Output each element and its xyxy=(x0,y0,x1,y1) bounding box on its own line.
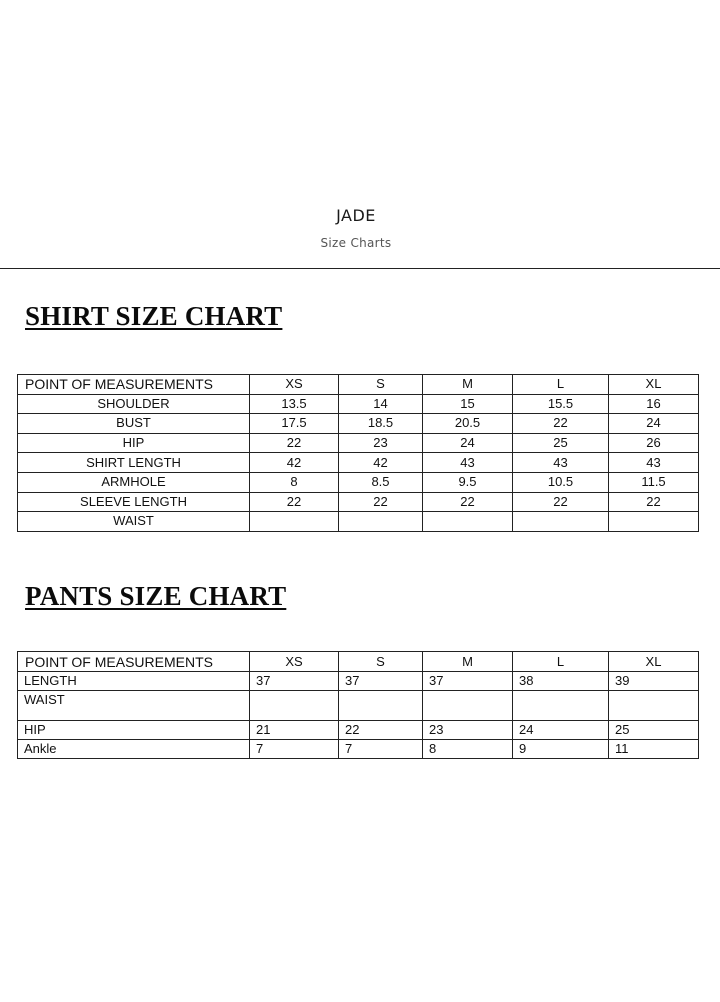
shirt-size-table xyxy=(17,374,699,532)
table-row xyxy=(18,740,699,759)
table-cell: 8 xyxy=(250,472,339,492)
table-cell xyxy=(513,691,609,721)
table-cell: 24 xyxy=(513,721,609,740)
size-column-header: XS xyxy=(250,652,339,672)
table-cell: 38 xyxy=(513,672,609,691)
table-cell: 22 xyxy=(423,492,513,512)
table-cell: 16 xyxy=(609,394,699,414)
brand-title: JADE xyxy=(336,206,376,225)
table-cell: 14 xyxy=(339,394,423,414)
size-column-header: M xyxy=(423,652,513,672)
table-row xyxy=(18,721,699,740)
table-cell xyxy=(339,512,423,532)
table-cell: 18.5 xyxy=(339,414,423,434)
table-row xyxy=(18,691,699,721)
table-cell: 9 xyxy=(513,740,609,759)
table-cell: 25 xyxy=(513,433,609,453)
measurement-label: Ankle xyxy=(18,740,250,759)
table-cell: 17.5 xyxy=(250,414,339,434)
measurement-label: SLEEVE LENGTH xyxy=(18,492,250,512)
header-divider xyxy=(0,268,720,269)
table-cell: 13.5 xyxy=(250,394,339,414)
table-cell: 22 xyxy=(513,414,609,434)
table-cell: 22 xyxy=(339,721,423,740)
table-cell: 25 xyxy=(609,721,699,740)
table-cell: 43 xyxy=(423,453,513,473)
table-cell: 8 xyxy=(423,740,513,759)
table-cell: 20.5 xyxy=(423,414,513,434)
size-column-header: XL xyxy=(609,652,699,672)
table-cell: 42 xyxy=(250,453,339,473)
measurement-label: WAIST xyxy=(18,691,250,721)
table-cell: 42 xyxy=(339,453,423,473)
table-row xyxy=(18,672,699,691)
table-row xyxy=(18,414,699,434)
table-cell: 43 xyxy=(609,453,699,473)
table-cell xyxy=(609,512,699,532)
table-cell: 9.5 xyxy=(423,472,513,492)
table-cell xyxy=(250,691,339,721)
table-cell: 11.5 xyxy=(609,472,699,492)
table-cell xyxy=(423,512,513,532)
table-header-row xyxy=(18,375,699,395)
measurement-label: HIP xyxy=(18,433,250,453)
table-cell: 23 xyxy=(339,433,423,453)
table-cell: 24 xyxy=(423,433,513,453)
table-cell: 10.5 xyxy=(513,472,609,492)
size-column-header: XS xyxy=(250,375,339,395)
table-cell: 22 xyxy=(339,492,423,512)
table-cell: 24 xyxy=(609,414,699,434)
page-subtitle: Size Charts xyxy=(320,236,392,250)
table-row xyxy=(18,492,699,512)
table-cell: 22 xyxy=(250,433,339,453)
size-column-header: XL xyxy=(609,375,699,395)
table-cell xyxy=(339,691,423,721)
shirt-chart-heading: SHIRT SIZE CHART xyxy=(25,301,283,331)
table-cell xyxy=(423,691,513,721)
table-cell: 11 xyxy=(609,740,699,759)
table-cell: 15 xyxy=(423,394,513,414)
table-row xyxy=(18,512,699,532)
measurement-column-header: POINT OF MEASUREMENTS xyxy=(18,375,250,395)
table-cell: 7 xyxy=(339,740,423,759)
measurement-label: HIP xyxy=(18,721,250,740)
table-cell xyxy=(609,691,699,721)
table-cell: 22 xyxy=(513,492,609,512)
size-column-header: M xyxy=(423,375,513,395)
measurement-label: ARMHOLE xyxy=(18,472,250,492)
table-cell: 22 xyxy=(609,492,699,512)
pants-chart-heading: PANTS SIZE CHART xyxy=(25,581,287,611)
table-cell: 37 xyxy=(339,672,423,691)
size-column-header: L xyxy=(513,375,609,395)
table-row xyxy=(18,433,699,453)
table-row xyxy=(18,472,699,492)
table-header-row xyxy=(18,652,699,672)
table-cell xyxy=(513,512,609,532)
table-cell: 15.5 xyxy=(513,394,609,414)
table-cell xyxy=(250,512,339,532)
table-cell: 26 xyxy=(609,433,699,453)
table-cell: 37 xyxy=(250,672,339,691)
measurement-label: LENGTH xyxy=(18,672,250,691)
table-cell: 7 xyxy=(250,740,339,759)
table-cell: 21 xyxy=(250,721,339,740)
table-row xyxy=(18,394,699,414)
measurement-label: BUST xyxy=(18,414,250,434)
measurement-label: WAIST xyxy=(18,512,250,532)
table-row xyxy=(18,453,699,473)
size-column-header: S xyxy=(339,652,423,672)
size-column-header: L xyxy=(513,652,609,672)
table-cell: 22 xyxy=(250,492,339,512)
measurement-column-header: POINT OF MEASUREMENTS xyxy=(18,652,250,672)
table-cell: 8.5 xyxy=(339,472,423,492)
measurement-label: SHOULDER xyxy=(18,394,250,414)
table-cell: 37 xyxy=(423,672,513,691)
pants-size-table xyxy=(17,651,699,759)
size-column-header: S xyxy=(339,375,423,395)
table-cell: 43 xyxy=(513,453,609,473)
table-cell: 39 xyxy=(609,672,699,691)
table-cell: 23 xyxy=(423,721,513,740)
measurement-label: SHIRT LENGTH xyxy=(18,453,250,473)
